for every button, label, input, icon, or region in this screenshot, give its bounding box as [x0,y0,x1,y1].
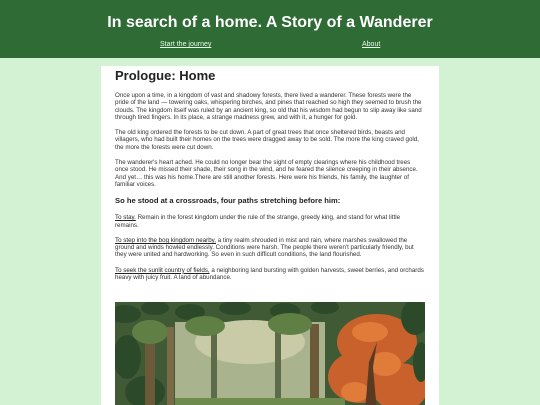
chapter-heading: Prologue: Home [115,68,216,83]
story-paragraph: Once upon a time, in a kingdom of vast and shadowy forests, there lived a wanderer. These forests were the pride of the land — towering oaks, whispering birches, and pines that reached so high they seemed to brush the clouds. The kingdom itself was ruled by an ancient king, so old that his wisdom had begun to slip away like sand through tired fingers. In its place, a strange madness grew, and with it, a hunger for gold. [115,92,422,121]
choice-option-bog: To step into the bog kingdom nearby, a tiny realm shrouded in mist and rain, where marshes swallowed the ground and winds howled endlessly. Conditions were harsh. The people there weren't particularly friendly, but they were united and hardworking. So even in such difficult conditions, the land flourished. [115,236,414,259]
choice-link-fields[interactable]: To seek the sunlit country of fields, [115,266,210,274]
choice-option-stay: To stay. Remain in the forest kingdom under the rule of the strange, greedy king, and stand for what little remains. [115,214,401,229]
site-title: In search of a home. A Story of a Wanderer [107,14,433,31]
story-content [101,66,439,405]
choice-heading: So he stood at a crossroads, four paths stretching before him: [115,196,341,206]
site-header [0,0,540,58]
forest-illustration [115,302,425,405]
story-paragraph: The old king ordered the forests to be cut down. A part of great trees that once sheltered birds, beasts and villagers, who had built their homes on the trees were dragged away to be sold. The more the king craved gold, the more the forests were cut down. [115,129,419,151]
choice-link-bog[interactable]: To step into the bog kingdom nearby, [115,236,217,244]
choice-link-stay[interactable]: To stay. [115,214,136,222]
story-paragraph: The wanderer's heart ached. He could no longer bear the sight of empty clearings where his childhood trees once stood. He missed their shade, their song in the wind, and he feared the silence creeping in their absence. And yet… this was his home.There are still another forests. Here were his friends, his family, the laughter of familiar voices. [115,159,418,188]
nav-about-link[interactable]: About [362,41,381,48]
choice-option-fields: To seek the sunlit country of fields, a neighboring land bursting with golden harvests, sweet berries, and orchards heavy with juicy fruit. A land of abundance. [115,266,424,282]
nav-start-journey-link[interactable]: Start the journey [160,41,212,48]
